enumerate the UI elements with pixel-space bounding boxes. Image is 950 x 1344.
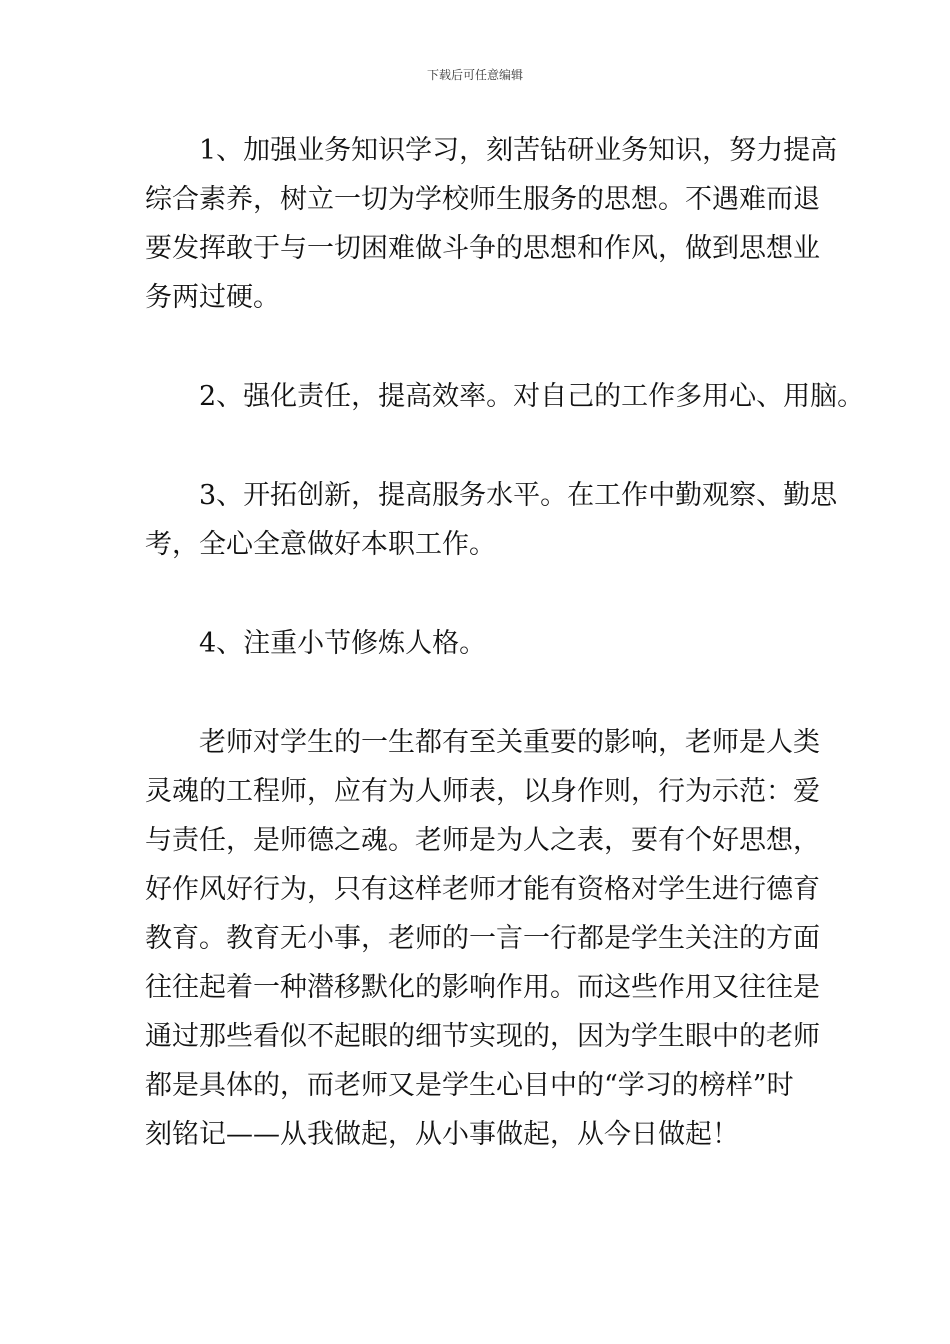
paragraph-line: 老师对学生的一生都有至关重要的影响，老师是人类 [199, 727, 820, 758]
paragraph-line: 综合素养，树立一切为学校师生服务的思想。不遇难而退 [145, 184, 820, 215]
paragraph-line: 务两过硬。 [145, 282, 280, 313]
paragraph-line: 都是具体的，而老师又是学生心目中的“学习的榜样”时 [145, 1070, 794, 1101]
paragraph-1 [145, 126, 838, 322]
paragraph-line: 通过那些看似不起眼的细节实现的，因为学生眼中的老师 [145, 1021, 820, 1052]
paragraph-line: 1、加强业务知识学习，刻苦钻研业务知识，努力提高 [199, 135, 838, 166]
paragraph-line: 灵魂的工程师，应有为人师表，以身作则，行为示范：爱 [145, 776, 820, 807]
paragraph-line: 教育。教育无小事，老师的一言一行都是学生关注的方面 [145, 923, 820, 954]
document-body [145, 126, 865, 1159]
paragraph-line: 2、强化责任，提高效率。对自己的工作多用心、用脑。 [199, 381, 865, 412]
paragraph-line: 要发挥敢于与一切困难做斗争的思想和作风，做到思想业 [145, 233, 820, 264]
paragraph-line: 与责任，是师德之魂。老师是为人之表，要有个好思想， [145, 825, 820, 856]
paragraph-line: 考，全心全意做好本职工作。 [145, 529, 496, 560]
paragraph-5 [145, 718, 820, 1159]
paragraph-line: 4、注重小节修炼人格。 [199, 628, 487, 659]
header-note: 下载后可任意编辑 [426, 68, 523, 82]
paragraph-line: 往往起着一种潜移默化的影响作用。而这些作用又往往是 [145, 972, 820, 1003]
paragraph-line: 刻铭记——从我做起，从小事做起，从今日做起！ [145, 1119, 739, 1150]
paragraph-3 [145, 471, 838, 569]
paragraph-4 [145, 619, 810, 668]
paragraph-line: 好作风好行为，只有这样老师才能有资格对学生进行德育 [145, 874, 820, 905]
paragraph-line: 3、开拓创新，提高服务水平。在工作中勤观察、勤思 [199, 480, 838, 511]
paragraph-2 [145, 372, 865, 421]
